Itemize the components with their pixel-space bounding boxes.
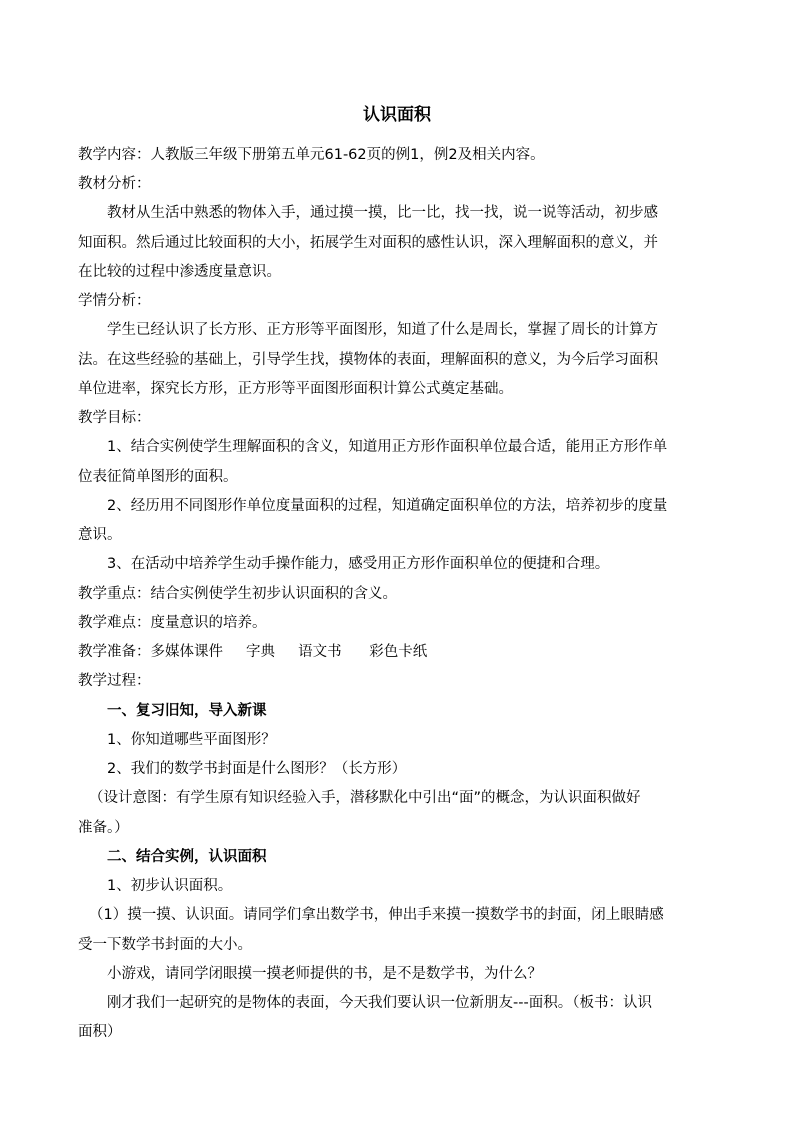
process-step-heading: 二、结合实例，认识面积: [107, 849, 267, 865]
process-item: 1、你知道哪些平面图形？: [107, 732, 276, 748]
process-item: 1、初步认识面积。: [107, 878, 233, 894]
activity-line: 刚才我们一起研究的是物体的表面，今天我们要认识一位新朋友---面积。（板书：认识: [107, 995, 652, 1011]
section-heading-goals: 教学目标：: [78, 410, 151, 426]
design-intent: （设计意图：有学生原有知识经验入手，潜移默化中引出“面”的概念，为认识面积做好: [89, 790, 641, 806]
activity-line: （1）摸一摸、认识面。请同学们拿出数学书，伸出手来摸一摸数学书的封面，闭上眼睛感: [89, 907, 664, 923]
paragraph-line: 单位进率，探究长方形，正方形等平面图形面积计算公式奠定基础。: [78, 381, 513, 397]
teaching-preparation: 教学准备：多媒体课件 字典 语文书 彩色卡纸: [78, 644, 428, 660]
paragraph-line: 学生已经认识了长方形、正方形等平面图形，知道了什么是周长，掌握了周长的计算方: [107, 322, 658, 338]
goal-item: 2、经历用不同图形作单位度量面积的过程，知道确定面积单位的方法，培养初步的度量: [107, 498, 668, 514]
process-step-heading: 一、复习旧知，导入新课: [107, 703, 267, 719]
activity-line: 面积）: [78, 1024, 122, 1040]
goal-item: 3、在活动中培养学生动手操作能力，感受用正方形作面积单位的便捷和合理。: [107, 556, 610, 572]
activity-line: 小游戏，请同学闭眼摸一摸老师提供的书，是不是数学书，为什么？: [107, 966, 542, 982]
paragraph-line: 教材从生活中熟悉的物体入手，通过摸一摸，比一比，找一找，说一说等活动，初步感: [107, 205, 658, 221]
section-heading-material-analysis: 教材分析：: [78, 176, 151, 192]
goal-item-continued: 位表征简单图形的面积。: [78, 469, 238, 485]
teaching-difficulty: 教学难点：度量意识的培养。: [78, 615, 267, 631]
goal-item-continued: 意识。: [78, 527, 122, 543]
paragraph-line: 在比较的过程中渗透度量意识。: [78, 264, 281, 280]
section-heading-student-analysis: 学情分析：: [78, 293, 151, 309]
activity-line: 受一下数学书封面的大小。: [78, 937, 252, 953]
page-title: 认识面积: [363, 105, 431, 125]
teaching-focus: 教学重点：结合实例使学生初步认识面积的含义。: [78, 586, 397, 602]
section-heading-process: 教学过程：: [78, 673, 151, 689]
goal-item: 1、结合实例使学生理解面积的含义，知道用正方形作面积单位最合适，能用正方形作单: [107, 439, 668, 455]
design-intent-continued: 准备。）: [78, 820, 129, 836]
paragraph-line: 法。在这些经验的基础上，引导学生找，摸物体的表面，理解面积的意义，为今后学习面积: [78, 352, 658, 368]
teaching-content: 教学内容：人教版三年级下册第五单元61-62页的例1，例2及相关内容。: [78, 147, 545, 163]
process-item: 2、我们的数学书封面是什么图形？（长方形）: [107, 761, 407, 777]
paragraph-line: 知面积。然后通过比较面积的大小，拓展学生对面积的感性认识，深入理解面积的意义，并: [78, 235, 658, 251]
